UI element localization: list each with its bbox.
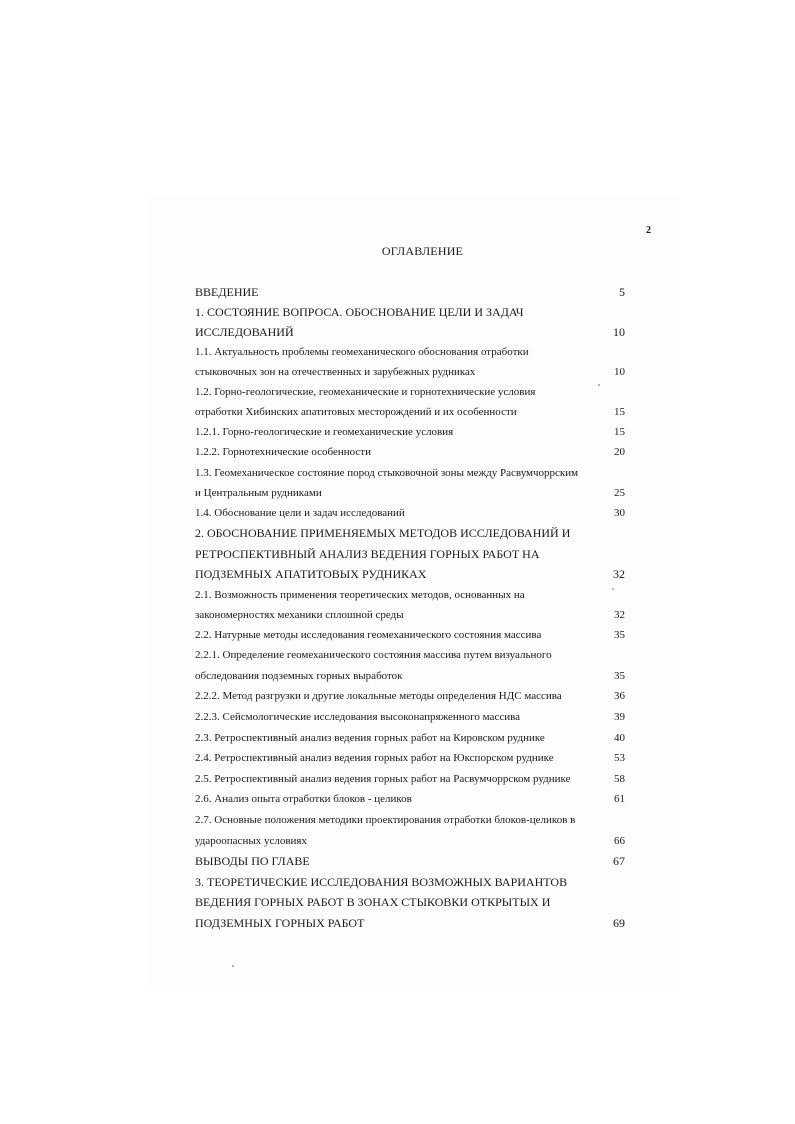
toc-entry [195,443,635,461]
toc-entry-page: 61 [614,793,625,805]
toc-entry [195,484,635,502]
toc-entry-page: 10 [613,325,625,339]
toc-entry-text: ВВЕДЕНИЕ [195,285,259,299]
toc-entry-text: ПОДЗЕМНЫХ АПАТИТОВЫХ РУДНИКАХ [195,567,427,581]
toc-entry-page: 32 [614,609,625,621]
toc-entry [195,323,635,341]
toc-entry-text: 2.5. Ретроспективный анализ ведения горных работ на Расвумчоррском руднике [195,773,571,785]
toc-entry-page: 35 [614,629,625,641]
toc-entry [195,565,635,583]
toc-entry [195,729,635,747]
scan-speck [232,965,234,967]
toc-entry [195,811,635,829]
page-number: 2 [646,225,651,236]
toc-entry-text: 2.2. Натурные методы исследования геомеханического состояния массива [195,629,542,641]
toc-entry-text: ВЕДЕНИЯ ГОРНЫХ РАБОТ В ЗОНАХ СТЫКОВКИ ОТКРЫТЫХ И [195,895,551,909]
toc-entry-text: закономерностях механики сплошной среды [195,609,404,621]
toc-entry [195,403,635,421]
toc-entry [195,667,635,685]
toc-entry-page: 69 [613,916,625,930]
page-title: ОГЛАВЛЕНИЕ [381,244,464,258]
toc-entry-text: ИССЛЕДОВАНИЙ [195,325,294,339]
scan-speck [612,588,614,590]
toc-entry-page: 53 [614,752,625,764]
toc-entry [195,852,635,870]
toc-entry-text: РЕТРОСПЕКТИВНЫЙ АНАЛИЗ ВЕДЕНИЯ ГОРНЫХ РАБОТ НА [195,547,540,561]
toc-entry-text: 2.1. Возможность применения теоретических методов, основанных на [195,589,525,601]
toc-entry-page: 32 [613,567,625,581]
toc-entry-page: 5 [619,285,625,299]
toc-entry-text: 2.6. Анализ опыта отработки блоков - целиков [195,793,412,805]
toc-entry-page: 30 [614,507,625,519]
toc-entry-page: 20 [614,446,625,458]
toc-entry-page: 58 [614,773,625,785]
toc-entry [195,893,635,911]
toc-entry-text: 2.7. Основные положения методики проектирования отработки блоков-целиков в [195,814,576,826]
toc-entry-text: обследования подземных горных выработок [195,670,403,682]
toc-entry [195,790,635,808]
toc-entry-page: 66 [614,835,625,847]
toc-entry-text: 2.3. Ретроспективный анализ ведения горных работ на Кировском руднике [195,732,545,744]
toc-entry-page: 40 [614,732,625,744]
toc-entry-text: 1.1. Актуальность проблемы геомеханического обоснования отработки [195,346,529,358]
toc-entry [195,464,635,482]
toc-entry [195,606,635,624]
toc-entry-text: 1.4. Обоснование цели и задач исследований [195,507,405,519]
toc-entry [195,343,635,361]
toc-entry-page: 67 [613,854,625,868]
toc-entry-text: 2.2.1. Определение геомеханического состояния массива путем визуального [195,649,552,661]
toc-entry-text: 2.2.2. Метод разгрузки и другие локальные методы определения НДС массива [195,690,562,702]
toc-entry-text: удароопасных условиях [195,835,307,847]
toc-entry-text: 1.2.1. Горно-геологические и геомеханические условия [195,426,454,438]
toc-entry-text: 1.2.2. Горнотехнические особенности [195,446,371,458]
toc-entry [195,749,635,767]
toc-entry [195,914,635,932]
toc-entry [195,708,635,726]
scan-speck [598,384,600,386]
toc-entry-text: 3. ТЕОРЕТИЧЕСКИЕ ИССЛЕДОВАНИЯ ВОЗМОЖНЫХ ВАРИАНТОВ [195,875,568,889]
toc-entry-text: 1.2. Горно-геологические, геомеханические и горнотехнические условия [195,386,536,398]
toc-entry-page: 39 [614,711,625,723]
toc-entry-text: и Центральным рудниками [195,487,322,499]
toc-entry-text: отработки Хибинских апатитовых месторождений и их особенности [195,406,517,418]
toc-entry-text: ВЫВОДЫ ПО ГЛАВЕ [195,854,310,868]
toc-entry-text: 1.3. Геомеханическое состояние пород стыковочной зоны между Расвумчоррским [195,467,579,479]
toc-entry [195,545,635,563]
toc-entry-page: 10 [614,366,625,378]
toc-entry-text: 2.4. Ретроспективный анализ ведения горных работ на Юкспорском руднике [195,752,554,764]
toc-entry-page: 36 [614,690,625,702]
toc-entry-page: 25 [614,487,625,499]
toc-entry [195,687,635,705]
toc-entry-text: 2.2.3. Сейсмологические исследования высоконапряженного массива [195,711,521,723]
toc-entry [195,303,635,321]
toc-entry-text: 2. ОБОСНОВАНИЕ ПРИМЕНЯЕМЫХ МЕТОДОВ ИССЛЕДОВАНИЙ И [195,526,571,540]
toc-entry [195,504,635,522]
toc-entry [195,423,635,441]
toc-entry-text: 1. СОСТОЯНИЕ ВОПРОСА. ОБОСНОВАНИЕ ЦЕЛИ И ЗАДАЧ [195,305,524,319]
toc-entry-text: ПОДЗЕМНЫХ ГОРНЫХ РАБОТ [195,916,365,930]
toc-entry [195,832,635,850]
toc-entry-page: 15 [614,426,625,438]
toc-entry [195,586,635,604]
toc-entry [195,283,635,301]
toc-entry [195,873,635,891]
toc-entry-page: 15 [614,406,625,418]
toc-entry [195,383,635,401]
toc-entry-text: стыковочных зон на отечественных и зарубежных рудниках [195,366,476,378]
toc-entry [195,363,635,381]
toc-entry [195,524,635,542]
toc-entry [195,626,635,644]
toc-entry [195,646,635,664]
toc-entry [195,770,635,788]
toc-entry-page: 35 [614,670,625,682]
